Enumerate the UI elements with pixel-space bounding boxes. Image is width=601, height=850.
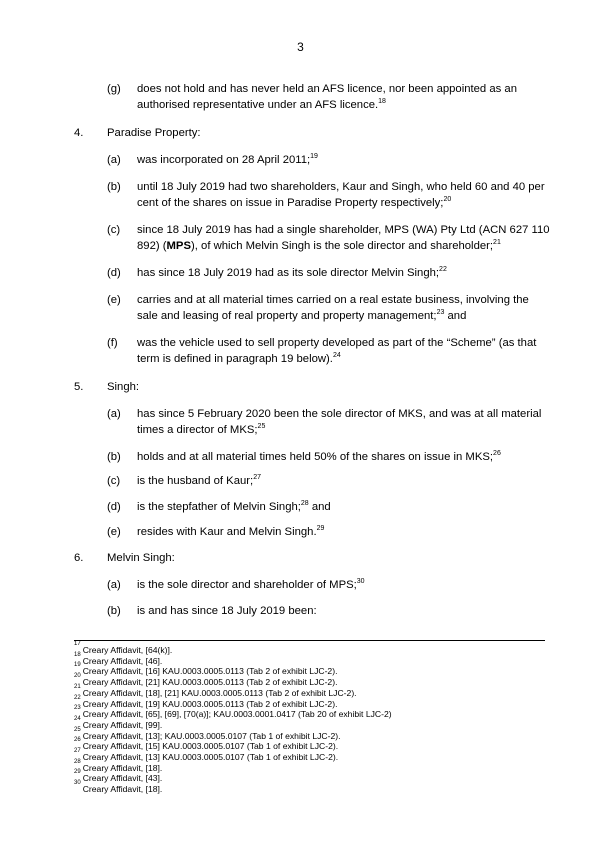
paragraph-line (137, 153, 318, 167)
footnote-ref[interactable]: 25 (257, 423, 266, 431)
paragraph-label: (c) (107, 224, 121, 236)
paragraph-label: (a) (107, 579, 121, 591)
footnote-number: 23 (74, 705, 81, 712)
footnote-ref[interactable]: 26 (493, 450, 501, 458)
footnote (74, 705, 392, 720)
footnote-number: 20 (74, 673, 81, 680)
paragraph-label: 6. (74, 552, 84, 564)
footnote-number: 19 (74, 662, 81, 669)
paragraph-line (137, 98, 386, 112)
footnote-number: 25 (74, 726, 81, 733)
paragraph-line (137, 450, 501, 464)
paragraph-line (137, 223, 550, 237)
footnote (74, 737, 339, 752)
paragraph-line (137, 352, 341, 366)
line-text: times a director of MKS; (137, 424, 258, 436)
paragraph-label: (f) (107, 337, 118, 349)
footnote-text: Creary Affidavit, [13] KAU.0003.0005.0107 (Tab 1 of exhibit LJC-2). (82, 752, 339, 762)
paragraph-label: (b) (107, 605, 121, 617)
line-text: was incorporated on 28 April 2011; (137, 154, 311, 166)
line-text: is and has since 18 July 2019 been: (137, 605, 317, 617)
paragraph-label: (c) (107, 475, 121, 487)
paragraph-label: (a) (107, 408, 121, 420)
paragraph-line (137, 266, 447, 280)
footnote-ref[interactable]: 22 (439, 266, 447, 274)
footnote-text: Creary Affidavit, [18]. (82, 762, 163, 773)
paragraph-label: (e) (107, 526, 121, 538)
paragraph-line (107, 551, 175, 565)
paragraph-label: (d) (107, 501, 121, 513)
line-text: does not hold and has never held an AFS licence, nor been appointed as an (137, 83, 517, 95)
footnote-text: Creary Affidavit, [43]. (82, 773, 163, 784)
footnote (74, 641, 173, 656)
line-text: sale and leasing of real property and property management; (137, 310, 437, 322)
paragraph-label: (b) (107, 181, 121, 193)
footnote-ref[interactable]: 30 (356, 578, 365, 586)
footnote-text: Creary Affidavit, [46]. (82, 655, 163, 666)
paragraph-line (137, 423, 265, 437)
footnote-text: Creary Affidavit, [13]; KAU.0003.0005.0107 (Tab 1 of exhibit LJC-2). (82, 730, 341, 741)
line-text: Melvin Singh: (107, 552, 175, 564)
footnote-text: Creary Affidavit, [19] KAU.0003.0005.0113 (Tab 2 of exhibit LJC-2). (82, 698, 338, 709)
footnote-text: Creary Affidavit, [18]. (82, 784, 163, 795)
footnote (74, 748, 339, 763)
footnote-number: 18 (74, 651, 81, 658)
footnote (74, 673, 338, 688)
footnote-number: 26 (74, 737, 81, 744)
footnote-number: 27 (74, 748, 81, 754)
paragraph-label: (e) (107, 294, 121, 306)
paragraph-line (137, 293, 529, 307)
footnote-ref[interactable]: 29 (316, 525, 325, 533)
footnote-number: 29 (74, 769, 81, 776)
paragraph-line (137, 82, 517, 96)
line-text: has since 18 July 2019 had as its sole director Melvin Singh; (137, 267, 440, 279)
footnote-ref[interactable]: 19 (310, 153, 318, 161)
paragraph-label: (a) (107, 154, 121, 166)
footnote-text: Creary Affidavit, [15] KAU.0003.0005.0107 (Tab 1 of exhibit LJC-2). (82, 741, 339, 752)
line-text: Paradise Property: (107, 127, 201, 139)
paragraph-line (107, 380, 139, 394)
paragraph-line (137, 525, 324, 539)
line-text: authorised representative under an AFS licence. (137, 99, 379, 111)
footnote-ref[interactable]: 23 (436, 309, 445, 317)
footnote (74, 780, 163, 795)
line-text: until 18 July 2019 had two shareholders, Kaur and Singh, who held 60 and 40 per (137, 181, 545, 193)
line-suffix: and (444, 310, 467, 322)
line-text: term is defined in paragraph 19 below). (137, 353, 333, 365)
footnote (74, 662, 338, 680)
paragraph-label: (g) (107, 83, 121, 95)
paragraph-line (137, 500, 331, 514)
footnote-ref[interactable]: 24 (332, 352, 341, 360)
line-text: Singh: (107, 381, 140, 393)
line-text: ), of which Melvin Singh is the sole director and shareholder; (191, 240, 494, 252)
footnote (74, 758, 163, 774)
paragraph-label: 4. (74, 127, 84, 139)
footnote (74, 683, 357, 699)
line-text: resides with Kaur and Melvin Singh. (137, 526, 317, 538)
paragraph-label: (d) (107, 267, 121, 279)
paragraph-line (137, 309, 466, 323)
footnote-ref[interactable]: 20 (443, 196, 452, 204)
footnote (74, 769, 163, 787)
footnote-number: 17 (74, 641, 81, 647)
footnote (74, 694, 338, 710)
page-number: 3 (297, 40, 304, 54)
paragraph-line (137, 180, 545, 194)
line-text: cent of the shares on issue in Paradise Property respectively; (137, 197, 444, 209)
line-text: is the stepfather of Melvin Singh; (137, 501, 301, 513)
paragraph-line (137, 239, 501, 253)
footnote-ref[interactable]: 27 (253, 474, 261, 482)
footnote-number: 21 (74, 683, 81, 690)
line-text: was the vehicle used to sell property developed as part of the “Scheme” (as that (137, 337, 537, 349)
footnote (74, 726, 341, 742)
paragraph-line (137, 407, 541, 421)
footnote-number: 30 (74, 780, 81, 787)
footnote-text: Creary Affidavit, [16] KAU.0003.0005.0113 (Tab 2 of exhibit LJC-2). (82, 666, 338, 677)
footnote-ref[interactable]: 21 (493, 239, 501, 247)
footnote-number: 24 (74, 715, 81, 722)
footnote (74, 715, 163, 731)
footnote (74, 651, 163, 667)
footnote-ref[interactable]: 28 (300, 500, 309, 508)
footnote-text: Creary Affidavit, [18], [21] KAU.0003.0005.0113 (Tab 2 of exhibit LJC-2). (82, 687, 357, 698)
footnote-text: Creary Affidavit, [65], [69], [70(a)]; KAU.0003.0001.0417 (Tab 20 of exhibit LJC-2) (82, 709, 392, 720)
line-text: carries and at all material times carried on a real estate business, involving the (137, 294, 529, 306)
paragraph-line (107, 126, 201, 140)
paragraph-label: 5. (74, 381, 84, 393)
line-text: has since 5 February 2020 been the sole director of MKS, and was at all material (137, 408, 542, 420)
line-text: is the husband of Kaur; (137, 475, 254, 487)
paragraph-line (137, 604, 317, 618)
line-text: is the sole director and shareholder of MPS; (137, 579, 357, 591)
footnote-text: Creary Affidavit, [64(k)]. (82, 645, 173, 655)
footnote-text: Creary Affidavit, [21] KAU.0003.0005.0113 (Tab 2 of exhibit LJC-2). (82, 677, 338, 688)
line-suffix: and (308, 501, 331, 513)
line-text: since 18 July 2019 has had a single shareholder, MPS (WA) Pty Ltd (ACN 627 110 (137, 224, 550, 236)
line-prefix: 892) ( (137, 240, 167, 252)
footnote-separator (74, 640, 545, 641)
paragraph-line (137, 336, 536, 350)
footnote-number: 22 (74, 694, 81, 701)
paragraph-line (137, 578, 365, 592)
footnote-ref[interactable]: 18 (378, 98, 386, 106)
paragraph-line (137, 474, 261, 488)
paragraph-label: (b) (107, 451, 121, 463)
paragraph-line (137, 196, 451, 210)
line-text: holds and at all material times held 50% of the shares on issue in MKS; (137, 451, 494, 463)
footnote-number: 28 (74, 758, 81, 765)
defined-term: MPS (166, 240, 191, 252)
footnote-text: Creary Affidavit, [99]. (82, 719, 163, 730)
